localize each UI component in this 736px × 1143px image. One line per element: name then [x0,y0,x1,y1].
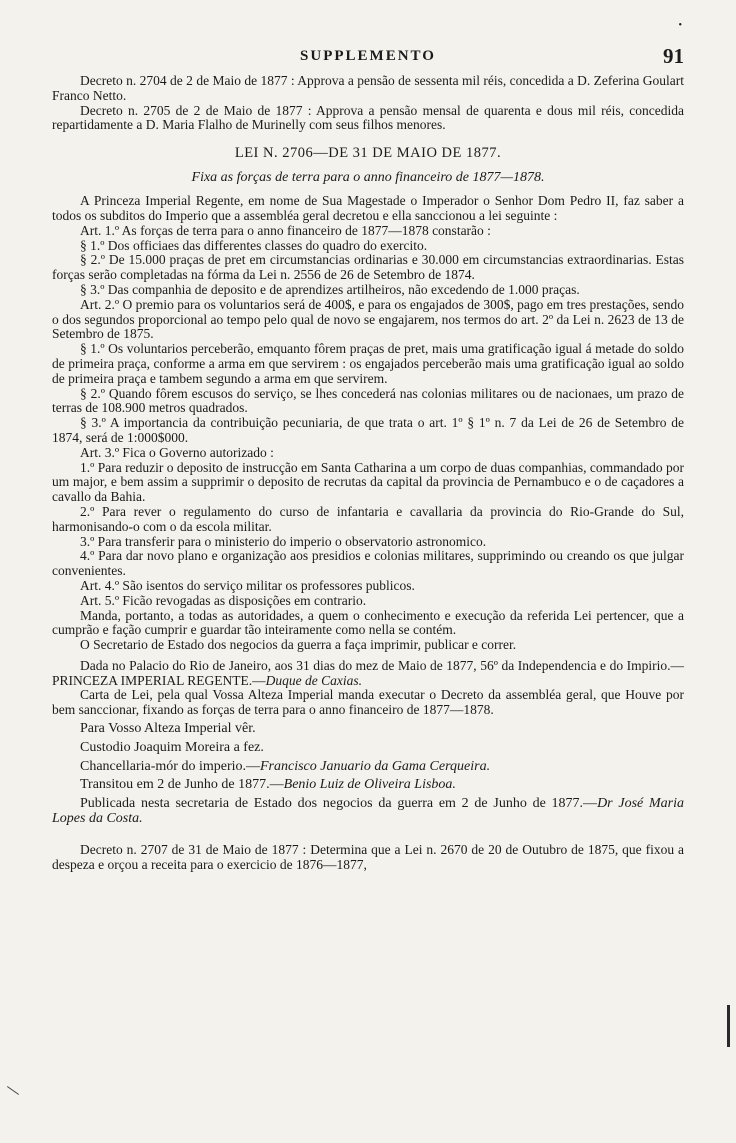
article-paragraph: Art. 1.º As forças de terra para o anno financeiro de 1877—1878 constarão : [80,222,491,238]
transitou-line [52,778,684,793]
article-paragraph: § 2.º De 15.000 praças de pret em circumstancias ordinarias e 30.000 em circumstancias extraordinarias. Estas forças serão completadas na fórma da Lei n. 2556 de 26 de Setembro de 1874. [52,252,684,283]
publicada-line [52,797,684,827]
article-paragraph: 2.º Para rever o regulamento do curso de infantaria e cavallaria da provincia do Rio-Grande do Sul, harmonisando-o com o da escola militar. [52,503,684,534]
article-paragraph: § 3.º A importancia da contribuição pecuniaria, de que trata o art. 1º § 1º n. 7 da Lei de 26 de Setembro de 1874, será de 1:000$000. [52,415,684,445]
chancellaria-line [52,760,684,775]
law-order: O Secretario de Estado dos negocios da guerra a faça imprimir, publicar e correr. [80,637,517,653]
dated-text: Dada no Palacio do Rio de Janeiro, aos 31 dias do mez de Maio de 1877, 56º da Independencia e do Impirio.—PRINCEZA IMPERIAL REGENTE.— [52,657,684,688]
article-paragraph: § 1.º Os voluntarios perceberão, emquanto fôrem praças de pret, mais uma gratificação igual á metade do soldo de primeira praça, conforme a arma em que servirem : os engajados perceberão mais uma gratificação igual ao soldo de primeira praça e tambem segundo a arma em que servirem. [52,341,684,386]
law-dated [52,659,684,689]
article-paragraph: § 3.º Das companhia de deposito e de aprendizes artilheiros, não excedendo de 1.000 praças. [80,281,580,297]
publicada-signature: Dr José Maria Lopes da Costa. [52,796,684,827]
para-line: Para Vosso Alteza Imperial vêr. [80,721,256,737]
article-paragraph: 3.º Para transferir para o ministerio do imperio o observatorio astronomico. [80,533,487,549]
transitou-text: Transitou em 2 de Junho de 1877.— [80,777,284,793]
running-head: SUPPLEMENTO [300,48,436,64]
law-articles [52,224,684,609]
article-paragraph: Art. 2.º O premio para os voluntarios será de 400$, e para os engajados de 300$, pago em tres prestações, sendo o dos segundos proporcional ao tempo pelo qual de novo se engajarem, nos termos do art. 2º da Lei n. 2623 de 13 de Setembro de 1875. [52,296,684,342]
law-preamble: A Princeza Imperial Regente, em nome de Sua Magestade o Imperador o Senhor Dom Pedro II, faz saber a todos os subditos do Imperio que a assembléa geral decretou e ella sanccionou a lei seguinte : [52,193,684,223]
corner-mark: • [678,20,682,31]
decree-2707: Decreto n. 2707 de 31 de Maio de 1877 : Determina que a Lei n. 2670 de 20 de Outubro de 1875, que fixou a despeza e orçou a receita para o exercicio de 1876—1877, [52,841,684,872]
custodio-line: Custodio Joaquim Moreira a fez. [80,739,264,755]
article-paragraph: § 2.º Quando fôrem escusos do serviço, se lhes concederá nas colonias militares ou de nacionaes, um prazo de terras de 108.900 metros quadrados. [52,385,684,416]
edge-mark [7,1086,19,1095]
margin-bar [727,1005,730,1047]
chancellaria-signature: Francisco Januario da Gama Cerqueira. [260,758,491,774]
transitou-signature: Benio Luiz de Oliveira Lisboa. [283,777,456,793]
article-paragraph: Art. 3.º Fica o Governo autorizado : [80,444,274,460]
publicada-text: Publicada nesta secretaria de Estado dos negocios da guerra em 2 de Junho de 1877.— [80,796,598,812]
article-paragraph: 4.º Para dar novo plano e organização aos presidios e colonias militares, supprimindo ou creando os que julgar convenientes. [52,548,684,579]
chancellaria-text: Chancellaria-mór do imperio.— [80,758,260,774]
law-title: LEI N. 2706—DE 31 DE MAIO DE 1877. [234,145,502,162]
article-paragraph: Art. 5.º Ficão revogadas as disposições em contrario. [80,592,367,608]
law-mandate: Manda, portanto, a todas as autoridades, a quem o conhecimento e execução da referida Lei pertencer, que a cumprão e fação cumprir e guardar tão inteiramente como nella se contém. [52,607,684,638]
dated-signature: Duque de Caxias. [265,672,362,688]
page-header [52,20,684,74]
law-subtitle: Fixa as forças de terra para o anno financeiro de 1877—1878. [191,170,545,186]
decree-2704: Decreto n. 2704 de 2 de Maio de 1877 : Approva a pensão de sessenta mil réis, concedida a D. Zeferina Goulart Franco Netto. [52,73,684,103]
page-number: 91 [663,44,684,68]
article-paragraph: § 1.º Dos officiaes das differentes classes do quadro do exercito. [80,237,428,253]
decree-2705: Decreto n. 2705 de 2 de Maio de 1877 : Approva a pensão mensal de quarenta e dous mil réis, concedida repartidamente a D. Maria Flalho de Murinelly com seus filhos menores. [52,102,684,133]
article-paragraph: Art. 4.º São isentos do serviço militar os professores publicos. [80,577,415,593]
article-paragraph: 1.º Para reduzir o deposito de instrucção em Santa Catharina a um corpo de duas companhias, commandado por um major, e bem assim a supprimir o deposito de recrutas da capital da provincia de Pernambuco e o de caçadores a cavallo da Bahia. [52,459,684,505]
law-carta: Carta de Lei, pela qual Vossa Alteza Imperial manda executar o Decreto da assembléa geral, que Houve por bem sanccionar, fixando as forças de terra para o anno financeiro de 1877—1878. [52,687,684,718]
